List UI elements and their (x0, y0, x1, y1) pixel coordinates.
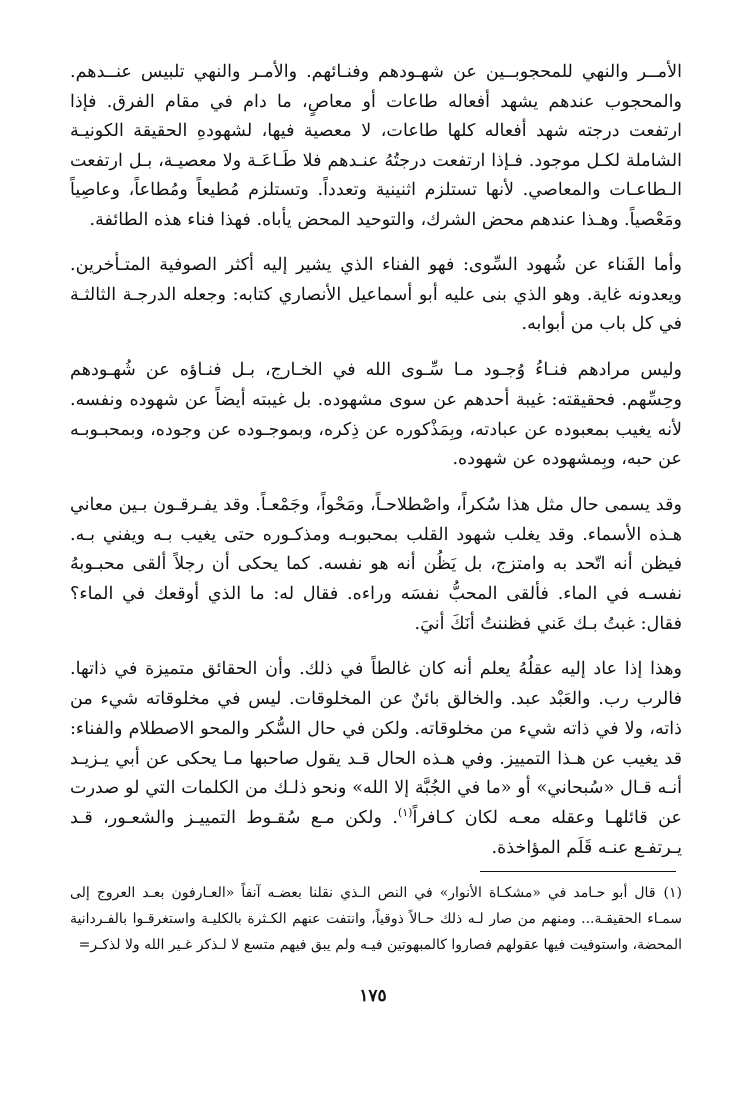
paragraph-5 (70, 655, 682, 863)
paragraph-2: وأما الفَناء عن شُهود السِّوى: فهو الفناء الذي يشير إليه أكثر الصوفية المتـأخرين. ويعدونه غاية. وهو الذي بنى عليه أبو أسماعيل الأنصاري كتابه: وجعله الدرجـة الثالثـة في كل باب من أبوابه. (70, 255, 682, 335)
footnote-divider (480, 871, 676, 872)
paragraph-4: وقد يسمى حال مثل هذا سُكراً، واصْطلاحـاً، ومَحْواً، وجَمْعـاً. وقد يفـرقـون بـين معاني هـذه الأسماء. وقد يغلب شهود القلب بمحبوبـه ومذكـوره حتى يغيب بـه ويفني بـه. فيظن أنه اتّحد به وامتزج، بل يَظُن أنه هو نفسه. كما يحكى أن رجلاً ألقى محبـوبهُ نفسـه في الماء. فألقى المحبُّ نفسَه وراءه. فقال له: ما الذي أوقعك في الماء؟ فقال: غبتُ بـك عَني فظننتُ أنَكَ أنيَ. (70, 494, 682, 634)
page-number: ١٧٥ (359, 986, 387, 1006)
paragraph-5-tail: . ولكن مـع سُقـوط التمييـز والشعـور، قـد يـرتفـع عنـه قَلَم المؤاخذة. (70, 807, 682, 858)
footnote (70, 880, 682, 958)
footnote-number: (١) (663, 885, 682, 901)
footnote-reference[interactable]: (١) (397, 806, 413, 820)
page-body (70, 58, 682, 863)
paragraph-1: الأمــر والنهي للمحجوبــين عن شهـودهم وفنـائهم. والأمـر والنهي تلبيس عنــدهم. والمحجوب عندهم يشهد أفعاله طاعات أو معاصٍ، ما دام في مقام الفرق. فإذا ارتفعت درجته شهد أفعاله كلها طاعات، لا معصية فيها، لشهودهِ الحقيقة الكونيـة الشاملة لكـل موجود. فـإذا ارتفعت درجتُهُ عنـدهم فلا طَـاعَـة ولا معصيـة، بـل ارتفعت الـطاعـات والمعاصي. لأنها تستلزم اثنينية وتعدداً. وتستلزم مُطيعاً ومُطاعاً، وعاصِياً ومَعْصياً. وهـذا عندهم محض الشرك، والتوحيد المحض يأباه. فهذا فناء هذه الطائفة. (70, 62, 682, 230)
paragraph-5-text: وهذا إذا عاد إليه عقلُهُ يعلم أنه كان غالطاً في ذلك. وأن الحقائق متميزة في ذاتها. فالرب رب. والعَبْد عبد. والخالق بائنٌ عن المخلوقات. ليس في مخلوقاته شيء من ذاته، ولا في ذاته شيء من مخلوقاته. ولكن في حال السُّكر والمحو الاصطلام والفناء: قد يغيب عن هـذا التمييز. وفي هـذه الحال قـد يقول صاحبها مـا يحكى عن أبي يـزيـد أنـه قـال «سُبحاني» أو «ما في الجُبَّة إلا الله» ونحو ذلـك من الكلمات التي لو صدرت عن قائلهـا وعقله معـه لكان كـافراً (70, 659, 682, 828)
footnote-text: قال أبو حـامد في «مشكـاة الأنوار» في النص الـذي نقلنا بعضـه آنفاً «العـارفون بعـد العروج إلى سمـاء الحقيقـة... ومنهم من صار لـه ذلك حـالاً ذوقياً، وانتفت عنهم الكـثرة بالكليـة واستغرقـوا بالفـردانية المحضة، واستوفيت فيها عقولهم فصاروا كالمبهوتين فيـه ولم يبق فيهم متسع لا لـذكر غـير الله ولا لذكـر= (70, 885, 683, 953)
paragraph-3: وليس مرادهم فنـاءُ وُجـود مـا سِّـوى الله في الخـارج، بـل فنـاؤه عن شُهـودهم وحِسِّهم. فحقيقته: غيبة أحدهم عن سوى مشهوده. بل غيبته أيضاً عن شهوده ونفسه. لأنه يغيب بمعبوده عن عبادته، وبِمَذْكوره عن ذِكره، وبموجـوده عن وجوده، وبمحبـوبـه عن حبه، وبِمشهوده عن شهوده. (70, 360, 682, 470)
